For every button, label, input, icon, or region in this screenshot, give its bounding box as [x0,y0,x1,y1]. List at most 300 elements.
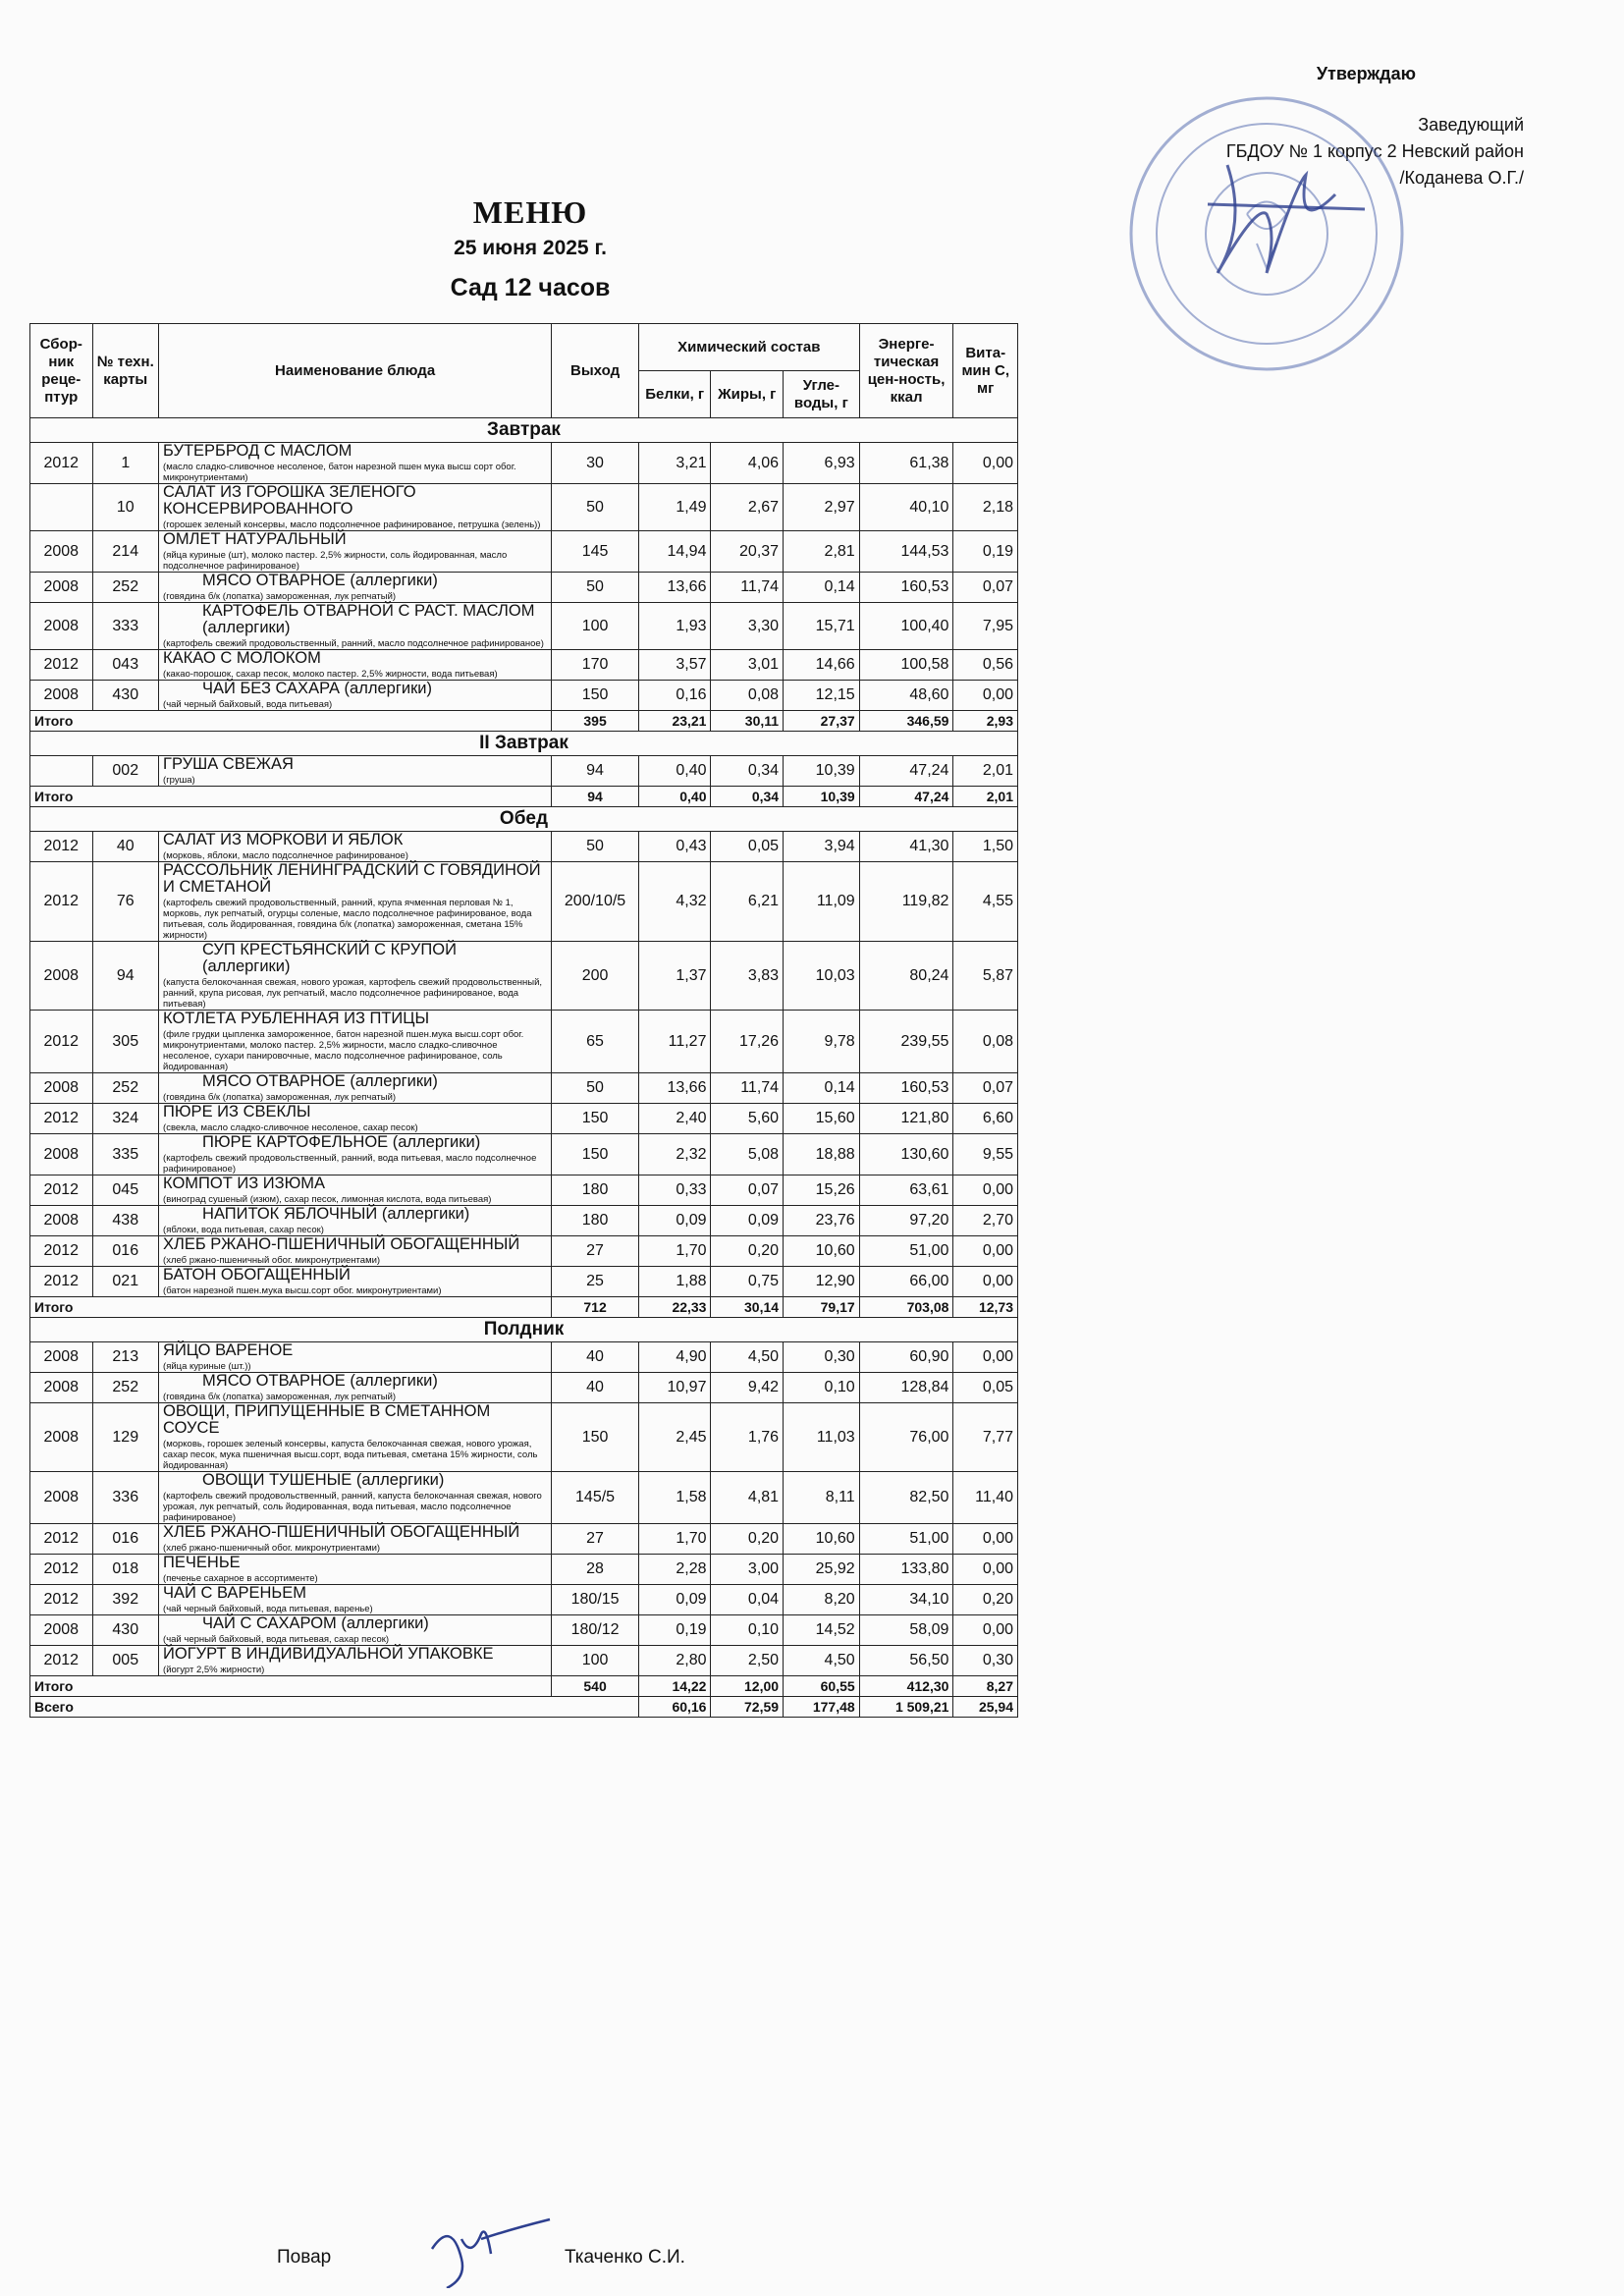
yield-value: 28 [552,1555,639,1585]
carbs-value: 23,76 [784,1206,860,1236]
protein-value: 0,09 [638,1206,711,1236]
dish-cell [159,832,552,862]
energy-value: 47,24 [859,756,953,787]
total-yield: 94 [552,787,639,807]
dish-ingredients: (груша) [163,775,195,786]
dish-cell [159,1073,552,1104]
carbs-value: 10,60 [784,1236,860,1267]
protein-value: 1,70 [638,1236,711,1267]
energy-value: 100,58 [859,650,953,681]
carbs-value: 12,90 [784,1267,860,1297]
recipe-collection [30,756,93,787]
yield-value: 65 [552,1011,639,1073]
official-stamp [1110,86,1424,381]
total-row [30,711,1018,732]
table-row [30,1011,1018,1073]
tech-card-number: 324 [92,1104,159,1134]
protein-value: 1,49 [638,484,711,531]
dish-name: ОВОЩИ, ПРИПУЩЕННЫЕ В СМЕТАННОМ СОУСЕ [163,1402,491,1437]
energy-value: 97,20 [859,1206,953,1236]
energy-value: 133,80 [859,1555,953,1585]
carbs-value: 0,30 [784,1342,860,1373]
menu-header [432,194,628,302]
col-fat: Жиры, г [711,371,784,418]
dish-ingredients: (морковь, горошек зеленый консервы, капуста белокочанная свежая, нового урожая, сахар песок, мука пшеничная высш.сорт, вода питьевая, сметана 15% жирности, соль йодированная) [163,1439,538,1471]
tech-card-number: 016 [92,1524,159,1555]
col-yield: Выход [552,324,639,418]
tech-card-number: 430 [92,681,159,711]
dish-ingredients: (картофель свежий продовольственный, ранний, вода питьевая, масло подсолнечное рафинированое) [163,1153,537,1175]
col-chem: Химический состав [638,324,859,371]
total-carbs: 60,55 [784,1676,860,1697]
dish-name: ОВОЩИ ТУШЕНЫЕ (аллергики) [202,1471,445,1489]
carbs-value: 12,15 [784,681,860,711]
fat-value: 1,76 [711,1403,784,1472]
dish-name: МЯСО ОТВАРНОЕ (аллергики) [202,572,438,589]
carbs-value: 8,11 [784,1472,860,1524]
total-carbs: 10,39 [784,787,860,807]
energy-value: 66,00 [859,1267,953,1297]
section-title: Обед [30,807,1018,832]
section-title: Завтрак [30,418,1018,443]
grand-total-energy: 1 509,21 [859,1697,953,1718]
yield-value: 100 [552,1646,639,1676]
section-header [30,732,1018,756]
fat-value: 20,37 [711,531,784,573]
recipe-collection: 2012 [30,1555,93,1585]
dish-name: СУП КРЕСТЬЯНСКИЙ С КРУПОЙ (аллергики) [202,941,457,975]
recipe-collection: 2012 [30,1524,93,1555]
recipe-collection: 2008 [30,1134,93,1175]
energy-value: 80,24 [859,942,953,1011]
recipe-collection: 2012 [30,832,93,862]
dish-ingredients: (свекла, масло сладко-сливочное несоленое, сахар песок) [163,1122,418,1133]
menu-body [30,418,1018,1718]
carbs-value: 15,71 [784,603,860,650]
dish-ingredients: (хлеб ржано-пшеничный обог. микронутриентами) [163,1543,381,1554]
grand-total-carbs: 177,48 [784,1697,860,1718]
fat-value: 5,08 [711,1134,784,1175]
dish-cell [159,1134,552,1175]
table-row [30,573,1018,603]
fat-value: 0,20 [711,1524,784,1555]
fat-value: 0,04 [711,1585,784,1615]
total-fat: 0,34 [711,787,784,807]
yield-value: 50 [552,573,639,603]
dish-cell [159,756,552,787]
total-protein: 22,33 [638,1297,711,1318]
dish-name: КОТЛЕТА РУБЛЕННАЯ ИЗ ПТИЦЫ [163,1010,430,1027]
carbs-value: 3,94 [784,832,860,862]
table-row [30,832,1018,862]
protein-value: 3,57 [638,650,711,681]
total-protein: 14,22 [638,1676,711,1697]
col-vitc: Вита-мин С, мг [953,324,1018,418]
tech-card-number: 430 [92,1615,159,1646]
dish-name: ПЕЧЕНЬЕ [163,1554,241,1571]
protein-value: 3,21 [638,443,711,484]
protein-value: 2,32 [638,1134,711,1175]
table-row [30,531,1018,573]
recipe-collection: 2012 [30,1646,93,1676]
table-row [30,650,1018,681]
carbs-value: 0,14 [784,573,860,603]
table-row [30,1267,1018,1297]
table-row [30,1206,1018,1236]
dish-cell [159,1555,552,1585]
tech-card-number: 213 [92,1342,159,1373]
energy-value: 56,50 [859,1646,953,1676]
vitamin-c-value: 0,07 [953,1073,1018,1104]
dish-cell [159,942,552,1011]
protein-value: 11,27 [638,1011,711,1073]
energy-value: 130,60 [859,1134,953,1175]
col-name: Наименование блюда [159,324,552,418]
dish-ingredients: (говядина б/к (лопатка) замороженная, лук репчатый) [163,1092,397,1103]
yield-value: 25 [552,1267,639,1297]
fat-value: 6,21 [711,862,784,942]
vitamin-c-value: 6,60 [953,1104,1018,1134]
grand-total-protein: 60,16 [638,1697,711,1718]
tech-card-number: 1 [92,443,159,484]
dish-name: БАТОН ОБОГАЩЕННЫЙ [163,1266,351,1284]
total-label: Итого [30,1676,552,1697]
total-carbs: 27,37 [784,711,860,732]
dish-cell [159,1267,552,1297]
recipe-collection: 2008 [30,1403,93,1472]
dish-name: КАКАО С МОЛОКОМ [163,649,321,667]
dish-name: БУТЕРБРОД С МАСЛОМ [163,442,352,460]
tech-card-number: 043 [92,650,159,681]
dish-name: МЯСО ОТВАРНОЕ (аллергики) [202,1372,438,1390]
energy-value: 41,30 [859,832,953,862]
dish-name: КАРТОФЕЛЬ ОТВАРНОЙ С РАСТ. МАСЛОМ (аллергики) [202,602,535,636]
menu-subtitle: Сад 12 часов [450,274,611,301]
dish-cell [159,1403,552,1472]
vitamin-c-value: 0,00 [953,1615,1018,1646]
dish-cell [159,1011,552,1073]
grand-total-row [30,1697,1018,1718]
dish-name: ХЛЕБ РЖАНО-ПШЕНИЧНЫЙ ОБОГАЩЕННЫЙ [163,1523,520,1541]
dish-name: САЛАТ ИЗ МОРКОВИ И ЯБЛОК [163,831,404,848]
vitamin-c-value: 4,55 [953,862,1018,942]
fat-value: 0,10 [711,1615,784,1646]
yield-value: 200 [552,942,639,1011]
protein-value: 13,66 [638,573,711,603]
carbs-value: 15,60 [784,1104,860,1134]
approval-org: ГБДОУ № 1 корпус 2 Невский район [1225,141,1524,161]
energy-value: 63,61 [859,1175,953,1206]
recipe-collection: 2008 [30,573,93,603]
dish-ingredients: (горошек зеленый консервы, масло подсолнечное рафинированое, петрушка (зелень)) [163,519,541,530]
total-label: Итого [30,711,552,732]
dish-cell [159,1646,552,1676]
total-fat: 12,00 [711,1676,784,1697]
tech-card-number: 94 [92,942,159,1011]
fat-value: 0,08 [711,681,784,711]
tech-card-number: 129 [92,1403,159,1472]
total-vitamin-c: 8,27 [953,1676,1018,1697]
dish-cell [159,1236,552,1267]
tech-card-number: 336 [92,1472,159,1524]
energy-value: 34,10 [859,1585,953,1615]
vitamin-c-value: 0,00 [953,1236,1018,1267]
dish-ingredients: (масло сладко-сливочное несоленое, батон нарезной пшен мука высш сорт обог. микронутриентами) [163,462,516,483]
recipe-collection: 2008 [30,942,93,1011]
carbs-value: 18,88 [784,1134,860,1175]
dish-ingredients: (картофель свежий продовольственный, ранний, капуста белокочанная свежая, нового урожая, лук репчатый, соль йодированная, вода питьевая, масло подсолнечное рафинированое) [163,1491,542,1523]
fat-value: 3,01 [711,650,784,681]
yield-value: 40 [552,1342,639,1373]
energy-value: 100,40 [859,603,953,650]
col-protein: Белки, г [638,371,711,418]
dish-ingredients: (печенье сахарное в ассортименте) [163,1573,318,1584]
dish-cell [159,443,552,484]
energy-value: 121,80 [859,1104,953,1134]
carbs-value: 10,60 [784,1524,860,1555]
yield-value: 145/5 [552,1472,639,1524]
dish-ingredients: (картофель свежий продовольственный, ранний, масло подсолнечное рафинированое) [163,638,544,649]
tech-card-number: 305 [92,1011,159,1073]
tech-card-number: 438 [92,1206,159,1236]
recipe-collection: 2008 [30,1206,93,1236]
tech-card-number: 005 [92,1646,159,1676]
vitamin-c-value: 11,40 [953,1472,1018,1524]
dish-name: ЧАЙ БЕЗ САХАРА (аллергики) [202,680,433,697]
protein-value: 4,90 [638,1342,711,1373]
col-card: № техн. карты [92,324,159,418]
table-row [30,1472,1018,1524]
dish-ingredients: (чай черный байховый, вода питьевая, варенье) [163,1604,373,1614]
menu-date: 25 июня 2025 г. [454,237,607,259]
dish-cell [159,681,552,711]
dish-ingredients: (виноград сушеный (изюм), сахар песок, лимонная кислота, вода питьевая) [163,1194,492,1205]
dish-cell [159,1585,552,1615]
energy-value: 160,53 [859,573,953,603]
protein-value: 1,37 [638,942,711,1011]
table-row [30,1403,1018,1472]
fat-value: 3,00 [711,1555,784,1585]
recipe-collection: 2008 [30,1615,93,1646]
total-carbs: 79,17 [784,1297,860,1318]
dish-cell [159,1615,552,1646]
energy-value: 119,82 [859,862,953,942]
section-header [30,418,1018,443]
dish-name: ОМЛЕТ НАТУРАЛЬНЫЙ [163,530,347,548]
cook-label: Повар [277,2247,332,2268]
vitamin-c-value: 1,50 [953,832,1018,862]
dish-ingredients: (яйца куриные (шт.)) [163,1361,251,1372]
tech-card-number: 045 [92,1175,159,1206]
col-collection: Сбор-ник реце-птур [30,324,93,418]
protein-value: 2,28 [638,1555,711,1585]
tech-card-number: 40 [92,832,159,862]
table-row [30,942,1018,1011]
carbs-value: 8,20 [784,1585,860,1615]
table-row [30,1073,1018,1104]
protein-value: 0,43 [638,832,711,862]
recipe-collection: 2012 [30,1011,93,1073]
total-energy: 412,30 [859,1676,953,1697]
yield-value: 180 [552,1175,639,1206]
table-row [30,681,1018,711]
cook-name: Ткаченко С.И. [565,2247,685,2268]
dish-name: ЧАЙ С САХАРОМ (аллергики) [202,1614,429,1632]
vitamin-c-value: 9,55 [953,1134,1018,1175]
fat-value: 9,42 [711,1373,784,1403]
vitamin-c-value: 2,70 [953,1206,1018,1236]
dish-name: ХЛЕБ РЖАНО-ПШЕНИЧНЫЙ ОБОГАЩЕННЫЙ [163,1235,520,1253]
total-row [30,1297,1018,1318]
yield-value: 50 [552,1073,639,1104]
recipe-collection: 2012 [30,443,93,484]
vitamin-c-value: 0,00 [953,1524,1018,1555]
yield-value: 50 [552,832,639,862]
dish-name: ЧАЙ С ВАРЕНЬЕМ [163,1584,306,1602]
dish-cell [159,650,552,681]
table-row [30,603,1018,650]
recipe-collection: 2012 [30,1236,93,1267]
yield-value: 100 [552,603,639,650]
vitamin-c-value: 0,00 [953,1555,1018,1585]
dish-name: РАССОЛЬНИК ЛЕНИНГРАДСКИЙ С ГОВЯДИНОЙ И СМЕТАНОЙ [163,861,541,896]
yield-value: 150 [552,1403,639,1472]
recipe-collection: 2008 [30,1073,93,1104]
energy-value: 58,09 [859,1615,953,1646]
protein-value: 1,93 [638,603,711,650]
dish-name: ПЮРЕ КАРТОФЕЛЬНОЕ (аллергики) [202,1133,481,1151]
fat-value: 2,50 [711,1646,784,1676]
protein-value: 1,88 [638,1267,711,1297]
fat-value: 0,09 [711,1206,784,1236]
table-row [30,1585,1018,1615]
dish-cell [159,862,552,942]
table-row [30,1236,1018,1267]
vitamin-c-value: 0,00 [953,1342,1018,1373]
total-label: Итого [30,787,552,807]
protein-value: 10,97 [638,1373,711,1403]
tech-card-number: 252 [92,1073,159,1104]
dish-ingredients: (яблоки, вода питьевая, сахар песок) [163,1225,324,1235]
fat-value: 5,60 [711,1104,784,1134]
energy-value: 61,38 [859,443,953,484]
total-row [30,787,1018,807]
grand-total-fat: 72,59 [711,1697,784,1718]
total-fat: 30,11 [711,711,784,732]
fat-value: 4,06 [711,443,784,484]
table-row [30,1646,1018,1676]
approval-name: /Коданева О.Г./ [1399,168,1524,188]
carbs-value: 0,10 [784,1373,860,1403]
energy-value: 48,60 [859,681,953,711]
tech-card-number: 021 [92,1267,159,1297]
protein-value: 2,80 [638,1646,711,1676]
total-energy: 703,08 [859,1297,953,1318]
tech-card-number: 252 [92,1373,159,1403]
dish-cell [159,1524,552,1555]
recipe-collection: 2012 [30,1175,93,1206]
dish-name: МЯСО ОТВАРНОЕ (аллергики) [202,1072,438,1090]
dish-cell [159,1472,552,1524]
energy-value: 76,00 [859,1403,953,1472]
carbs-value: 14,66 [784,650,860,681]
table-row [30,1373,1018,1403]
table-row [30,1342,1018,1373]
protein-value: 14,94 [638,531,711,573]
carbs-value: 11,09 [784,862,860,942]
yield-value: 170 [552,650,639,681]
carbs-value: 14,52 [784,1615,860,1646]
vitamin-c-value: 0,30 [953,1646,1018,1676]
fat-value: 0,75 [711,1267,784,1297]
fat-value: 4,81 [711,1472,784,1524]
total-protein: 23,21 [638,711,711,732]
dish-cell [159,1373,552,1403]
recipe-collection: 2008 [30,1472,93,1524]
protein-value: 0,09 [638,1585,711,1615]
protein-value: 13,66 [638,1073,711,1104]
grand-total-label: Всего [30,1697,639,1718]
dish-name: НАПИТОК ЯБЛОЧНЫЙ (аллергики) [202,1205,470,1223]
carbs-value: 2,81 [784,531,860,573]
protein-value: 0,19 [638,1615,711,1646]
col-carbs: Угле-воды, г [784,371,860,418]
vitamin-c-value: 0,00 [953,443,1018,484]
energy-value: 60,90 [859,1342,953,1373]
table-row [30,484,1018,531]
vitamin-c-value: 2,01 [953,756,1018,787]
total-energy: 346,59 [859,711,953,732]
protein-value: 2,40 [638,1104,711,1134]
vitamin-c-value: 0,07 [953,573,1018,603]
vitamin-c-value: 7,77 [953,1403,1018,1472]
table-row [30,443,1018,484]
dish-ingredients: (какао-порошок, сахар песок, молоко пастер. 2,5% жирности, вода питьевая) [163,669,498,680]
menu-table [29,323,1018,1718]
vitamin-c-value: 0,00 [953,1175,1018,1206]
fat-value: 4,50 [711,1342,784,1373]
total-label: Итого [30,1297,552,1318]
vitamin-c-value: 0,08 [953,1011,1018,1073]
carbs-value: 10,03 [784,942,860,1011]
tech-card-number: 76 [92,862,159,942]
table-row [30,1104,1018,1134]
protein-value: 0,40 [638,756,711,787]
vitamin-c-value: 0,05 [953,1373,1018,1403]
section-header [30,807,1018,832]
carbs-value: 9,78 [784,1011,860,1073]
yield-value: 200/10/5 [552,862,639,942]
dish-ingredients: (хлеб ржано-пшеничный обог. микронутриентами) [163,1255,381,1266]
dish-ingredients: (говядина б/к (лопатка) замороженная, лук репчатый) [163,1392,397,1402]
yield-value: 94 [552,756,639,787]
section-title: Полдник [30,1318,1018,1342]
tech-card-number: 252 [92,573,159,603]
dish-ingredients: (филе грудки цыпленка замороженное, батон нарезной пшен.мука высш.сорт обог. микронутриентами, молоко пастер. 2,5% жирности, масло сладко-сливочное несоленое, сухари панировочные, масло подсолнечное рафинированое, соль йодированная) [163,1029,524,1072]
dish-ingredients: (яйца куриные (шт), молоко пастер. 2,5% жирности, соль йодированная, масло подсолнечное рафинированое) [163,550,508,572]
dish-ingredients: (картофель свежий продовольственный, ранний, крупа ячменная перловая № 1, морковь, лук репчатый, огурцы соленые, масло подсолнечное рафинированое, вода питьевая, соль йодированная, говядина б/к (лопатка) замороженная, сметана 15% жирности) [163,898,532,941]
approval-position: Заведующий [1418,115,1524,135]
dish-cell [159,1342,552,1373]
col-energy: Энерге-тическая цен-ность, ккал [859,324,953,418]
table-row [30,1134,1018,1175]
total-vitamin-c: 2,93 [953,711,1018,732]
fat-value: 11,74 [711,573,784,603]
dish-cell [159,603,552,650]
fat-value: 0,34 [711,756,784,787]
total-vitamin-c: 2,01 [953,787,1018,807]
section-title: II Завтрак [30,732,1018,756]
